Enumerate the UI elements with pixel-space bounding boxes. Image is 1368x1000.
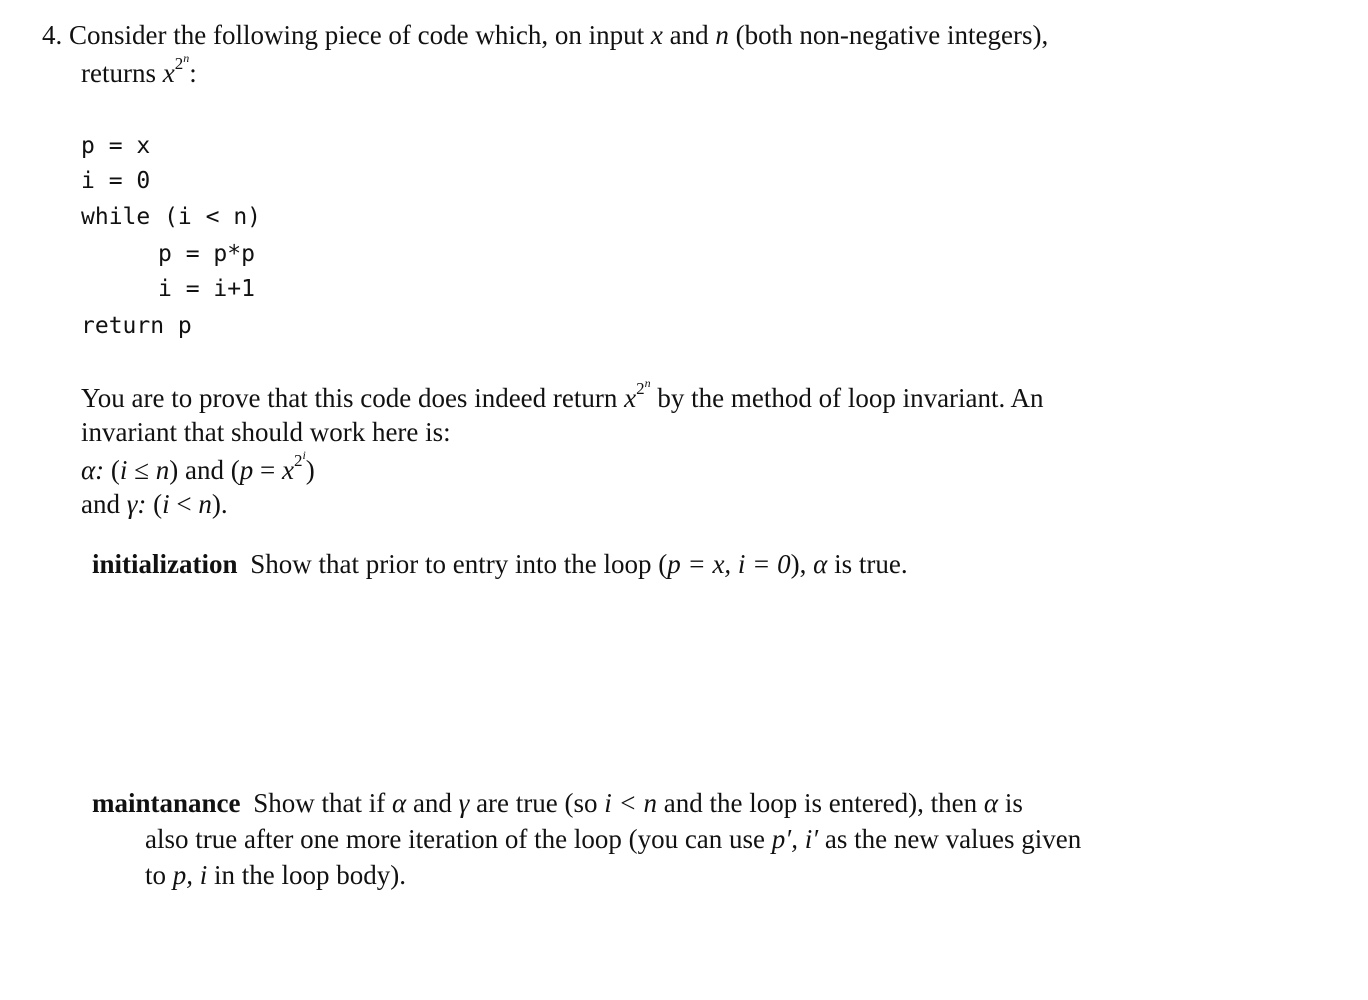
var-x: x	[650, 20, 663, 50]
maintenance-heading: maintanance	[92, 788, 241, 818]
gamma-n: n	[198, 489, 212, 519]
alpha-label: α:	[81, 455, 105, 485]
code-line-2: i = 0	[81, 168, 151, 194]
question-line-1	[42, 22, 1048, 49]
prove-text-b: by the method of loop invariant. An	[657, 383, 1044, 413]
initialization-text-c: is true.	[834, 549, 908, 579]
initialization-math: p = x, i = 0	[667, 549, 791, 579]
maintenance-line-1	[92, 790, 1023, 817]
maintenance-gamma: γ	[458, 788, 470, 818]
question-text-a: Consider the following piece of code which, on input	[69, 20, 645, 50]
gamma-i: i	[162, 489, 170, 519]
maintenance-text-f: in the loop body).	[214, 860, 407, 890]
maintenance-text-b: are true (so	[476, 788, 598, 818]
maintenance-to: to	[145, 860, 167, 890]
maintenance-cond: i < n	[604, 788, 657, 818]
maintenance-text-a: Show that if	[253, 788, 386, 818]
alpha-eq: =	[259, 455, 276, 485]
colon: :	[189, 58, 197, 88]
maintenance-alpha: α	[392, 788, 407, 818]
gamma-close: ).	[211, 489, 228, 519]
maintenance-text-c: and the loop is entered), then	[663, 788, 978, 818]
maintenance-line-2	[145, 826, 1081, 853]
initialization-heading: initialization	[92, 549, 238, 579]
prove-line-1	[81, 376, 1044, 413]
question-line-2	[81, 51, 197, 88]
maintenance-is: is	[1004, 788, 1023, 818]
question-text-b: (both non-negative integers),	[735, 20, 1049, 50]
code-line-4: p = p*p	[158, 241, 255, 267]
initialization-text-b: ),	[790, 549, 807, 579]
code-line-6: return p	[81, 313, 192, 339]
maintenance-vars: p, i	[172, 860, 208, 890]
maintenance-text-e: as the new values given	[824, 824, 1082, 854]
code-line-3: while (i < n)	[81, 204, 262, 230]
alpha-n: n	[155, 455, 170, 485]
alpha-exponent-i: i	[302, 448, 306, 462]
alpha-exponent	[293, 448, 306, 470]
code-line-5: i = i+1	[158, 276, 255, 302]
alpha-open-paren: (	[110, 455, 120, 485]
and-word: and	[669, 20, 709, 50]
code-line-1: p = x	[81, 133, 151, 159]
gamma-open-paren: (	[153, 489, 163, 519]
exponent	[174, 51, 190, 73]
maintenance-line-3	[145, 862, 406, 889]
maintenance-alpha-2: α	[983, 788, 999, 818]
maintenance-and: and	[412, 788, 452, 818]
alpha-exponent-base: 2	[293, 451, 303, 470]
alpha-p: p	[239, 455, 254, 485]
alpha-invariant	[81, 448, 315, 485]
prove-exponent-base: 2	[636, 379, 645, 398]
initialization-item	[92, 551, 908, 578]
exponent-base: 2	[174, 54, 184, 73]
var-x-power: x	[162, 58, 175, 88]
alpha-close-paren: )	[305, 455, 315, 485]
prove-line-2: invariant that should work here is:	[81, 417, 451, 447]
maintenance-primes: p′, i′	[771, 824, 819, 854]
var-n: n	[715, 20, 729, 50]
maintenance-text-d: also true after one more iteration of the loop (you can use	[145, 824, 766, 854]
initialization-alpha: α	[813, 549, 828, 579]
gamma-and-word: and	[81, 489, 120, 519]
returns-word: returns	[81, 58, 156, 88]
alpha-i: i	[119, 455, 128, 485]
gamma-condition	[81, 491, 228, 518]
exponent-n: n	[183, 51, 190, 65]
alpha-and: ) and (	[169, 455, 240, 485]
prove-exponent-n: n	[644, 376, 651, 390]
alpha-x: x	[281, 455, 294, 485]
prove-var-x: x	[624, 383, 637, 413]
gamma-label: γ:	[126, 489, 147, 519]
question-number: 4.	[42, 20, 63, 50]
prove-text-a: You are to prove that this code does indeed return	[81, 383, 618, 413]
prove-exponent	[636, 376, 651, 398]
initialization-text-a: Show that prior to entry into the loop (	[250, 549, 668, 579]
alpha-leq: ≤	[134, 455, 150, 485]
gamma-lt: <	[176, 489, 192, 519]
